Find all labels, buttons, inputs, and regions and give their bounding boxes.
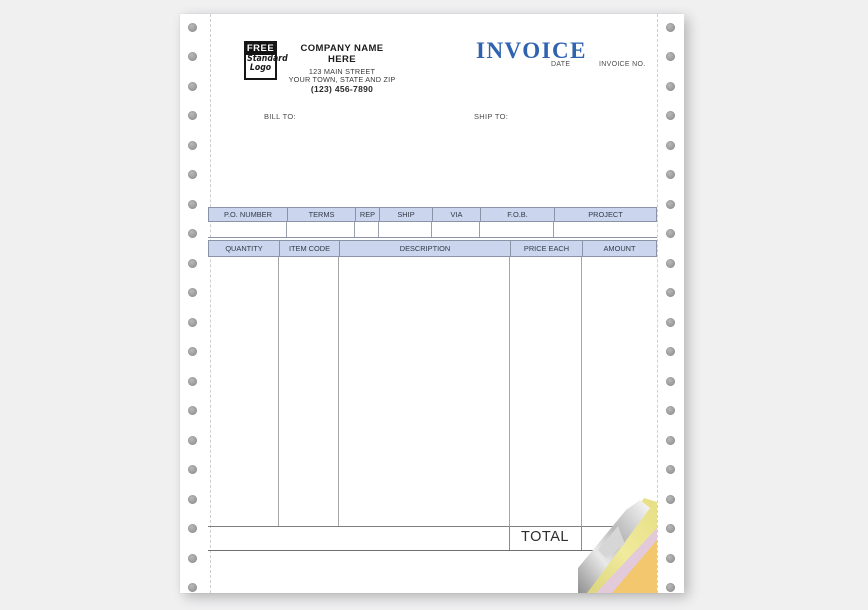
items-column-divider — [338, 257, 339, 526]
pinfeed-hole — [188, 495, 197, 504]
pinfeed-hole — [666, 377, 675, 386]
pinfeed-hole — [188, 465, 197, 474]
pinfeed-hole — [666, 406, 675, 415]
multipart-sheet-curl — [578, 494, 657, 593]
items-column-divider — [509, 257, 510, 526]
fob-header: F.O.B. — [480, 208, 554, 221]
pinfeed-hole — [666, 23, 675, 32]
company-address-line1: 123 MAIN STREET — [308, 67, 376, 76]
pinfeed-hole — [188, 554, 197, 563]
pinfeed-hole — [666, 465, 675, 474]
pinfeed-hole — [188, 200, 197, 209]
items-column-divider — [278, 257, 279, 526]
pinfeed-hole — [666, 524, 675, 533]
pinfeed-hole — [188, 111, 197, 120]
invoice-form-sheet — [180, 14, 683, 593]
pinfeed-hole — [188, 82, 197, 91]
date-label: DATE — [551, 61, 571, 68]
company-block — [285, 43, 399, 84]
total-label: TOTAL — [521, 529, 569, 545]
ship-header: SHIP — [379, 208, 432, 221]
price-each-header: PRICE EACH — [510, 241, 582, 256]
company-name: COMPANY NAME HERE — [300, 43, 384, 65]
pinfeed-hole — [666, 347, 675, 356]
invoice-title: INVOICE — [476, 38, 588, 63]
pinfeed-hole — [666, 52, 675, 61]
pinfeed-hole — [666, 554, 675, 563]
logo — [244, 41, 288, 80]
po-number-header: P.O. NUMBER — [224, 210, 272, 219]
pinfeed-hole — [666, 200, 675, 209]
po-entry-divider — [354, 222, 355, 237]
po-table-entry-row — [208, 222, 657, 238]
items-table-header — [208, 240, 657, 257]
po-entry-divider — [431, 222, 432, 237]
pinfeed-hole — [666, 111, 675, 120]
rep-header: REP — [355, 208, 379, 221]
pinfeed-hole — [666, 170, 675, 179]
pinfeed-hole — [666, 229, 675, 238]
pinfeed-hole — [188, 347, 197, 356]
po-entry-divider — [378, 222, 379, 237]
ship-to-label: SHIP TO: — [474, 112, 509, 121]
items-column-divider — [581, 257, 582, 526]
pinfeed-hole — [666, 495, 675, 504]
quantity-header: QUANTITY — [225, 244, 263, 253]
pinfeed-hole — [666, 318, 675, 327]
project-header: PROJECT — [554, 208, 656, 221]
pinfeed-hole — [666, 288, 675, 297]
company-address-line2: YOUR TOWN, STATE AND ZIP — [288, 75, 396, 85]
via-header: VIA — [432, 208, 480, 221]
pinfeed-hole — [188, 52, 197, 61]
amount-header: AMOUNT — [582, 241, 656, 256]
logo-standard-line: Standard — [247, 54, 288, 64]
po-table-header — [208, 207, 657, 222]
bill-to-label: BILL TO: — [264, 112, 296, 121]
pinfeed-hole — [188, 377, 197, 386]
pinfeed-hole — [188, 524, 197, 533]
pinfeed-hole — [188, 23, 197, 32]
pinfeed-hole — [188, 170, 197, 179]
po-entry-divider — [286, 222, 287, 237]
pinfeed-hole — [188, 436, 197, 445]
pinfeed-hole — [188, 583, 197, 592]
po-entry-divider — [479, 222, 480, 237]
pinfeed-hole — [188, 229, 197, 238]
pinfeed-hole — [666, 583, 675, 592]
logo-logo-line: Logo — [249, 63, 272, 73]
company-phone: (123) 456-7890 — [310, 84, 374, 94]
pinfeed-hole — [666, 259, 675, 268]
items-table-body — [208, 257, 657, 527]
pinfeed-strip-right — [657, 14, 684, 593]
pinfeed-hole — [188, 288, 197, 297]
logo-free-band: FREE — [246, 43, 275, 54]
item-code-header: ITEM CODE — [279, 241, 339, 256]
pinfeed-hole — [666, 141, 675, 150]
terms-header: TERMS — [287, 208, 355, 221]
pinfeed-hole — [188, 259, 197, 268]
pinfeed-hole — [666, 436, 675, 445]
po-entry-divider — [553, 222, 554, 237]
pinfeed-hole — [188, 406, 197, 415]
description-header: DESCRIPTION — [339, 241, 510, 256]
pinfeed-strip-left — [180, 14, 211, 593]
pinfeed-hole — [188, 318, 197, 327]
invoice-number-label: INVOICE NO. — [599, 61, 646, 68]
pinfeed-hole — [188, 141, 197, 150]
pinfeed-hole — [666, 82, 675, 91]
